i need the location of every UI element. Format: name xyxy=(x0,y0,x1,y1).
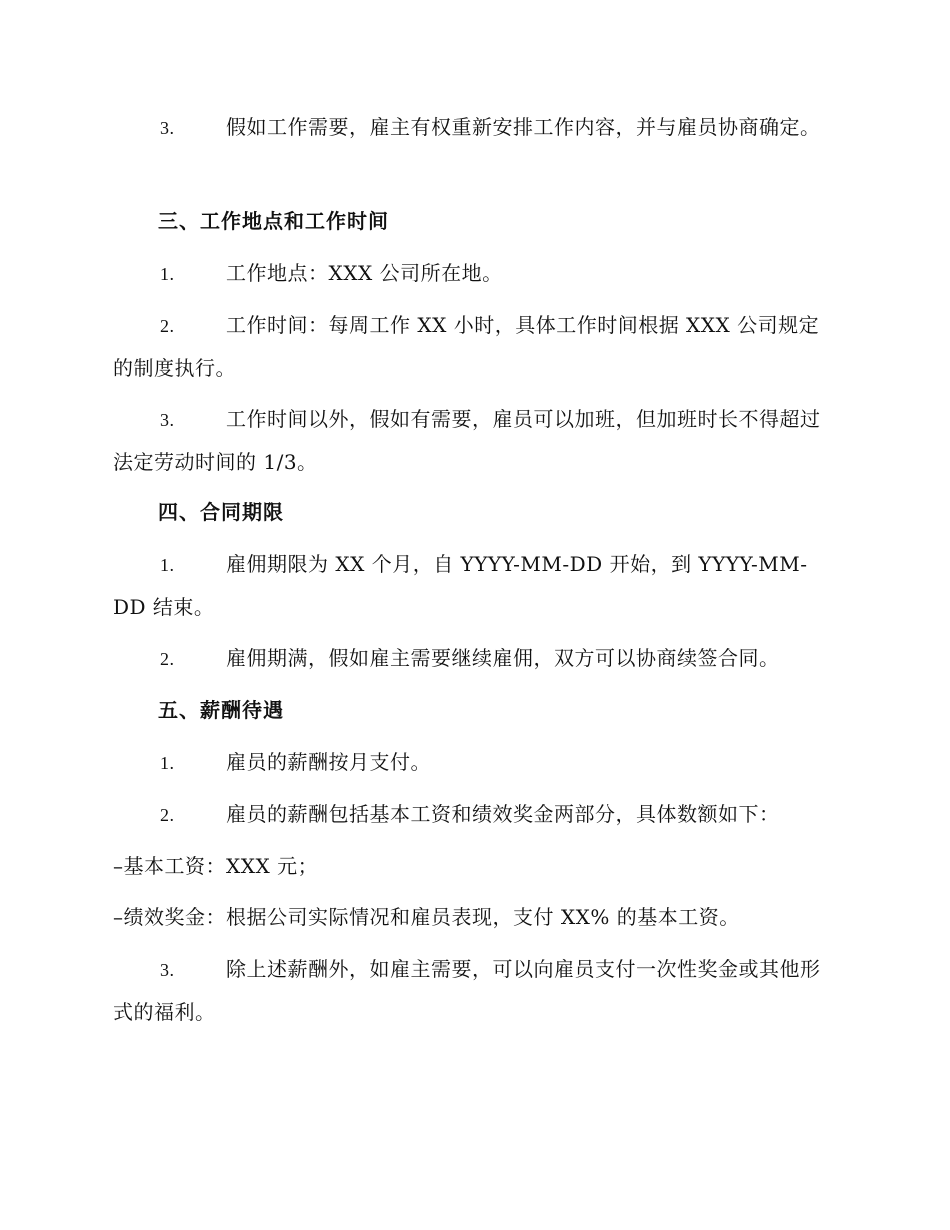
clause-number: 1. xyxy=(160,264,175,284)
clause-text: 雇佣期限为 XX 个月，自 YYYY-MM-DD 开始，到 YYYY-MM-DD 结束。 xyxy=(113,552,808,619)
clause-item xyxy=(113,793,838,836)
clause-text: 除上述薪酬外，如雇主需要，可以向雇员支付一次性奖金或其他形式的福利。 xyxy=(113,957,821,1024)
clause-text: 假如工作需要，雇主有权重新安排工作内容，并与雇员协商确定。 xyxy=(226,115,821,139)
clause-item xyxy=(113,741,838,784)
salary-bullet-bonus: –绩效奖金：根据公司实际情况和雇员表现，支付 XX% 的基本工资。 xyxy=(113,905,740,929)
clause-item xyxy=(113,304,838,389)
clause-text: 雇佣期满，假如雇主需要继续雇佣，双方可以协商续签合同。 xyxy=(226,646,780,670)
section-heading: 五、薪酬待遇 xyxy=(158,698,284,722)
clause-item xyxy=(113,398,838,483)
clause-number: 3. xyxy=(160,118,175,138)
section-heading: 三、工作地点和工作时间 xyxy=(158,209,389,233)
clause-number: 2. xyxy=(160,649,175,669)
clause-number: 3. xyxy=(160,410,175,430)
clause-text: 工作地点：XXX 公司所在地。 xyxy=(226,261,503,285)
clause-text: 工作时间以外，假如有需要，雇员可以加班，但加班时长不得超过法定劳动时间的 1/3。 xyxy=(113,407,821,474)
clause-number: 2. xyxy=(160,805,175,825)
clause-number: 1. xyxy=(160,753,175,773)
clause-item xyxy=(113,252,838,295)
clause-item xyxy=(113,637,838,680)
clause-number: 2. xyxy=(160,316,175,336)
salary-bullet-base: –基本工资：XXX 元； xyxy=(113,854,319,878)
section-heading: 四、合同期限 xyxy=(158,500,284,524)
clause-number: 3. xyxy=(160,960,175,980)
clause-text: 工作时间：每周工作 XX 小时，具体工作时间根据 XXX 公司规定的制度执行。 xyxy=(113,313,820,380)
clause-item xyxy=(113,948,838,1033)
clause-item xyxy=(113,106,838,149)
clause-text: 雇员的薪酬按月支付。 xyxy=(226,750,431,774)
clause-item xyxy=(113,543,838,628)
clause-number: 1. xyxy=(160,555,175,575)
clause-text: 雇员的薪酬包括基本工资和绩效奖金两部分，具体数额如下： xyxy=(226,802,780,826)
